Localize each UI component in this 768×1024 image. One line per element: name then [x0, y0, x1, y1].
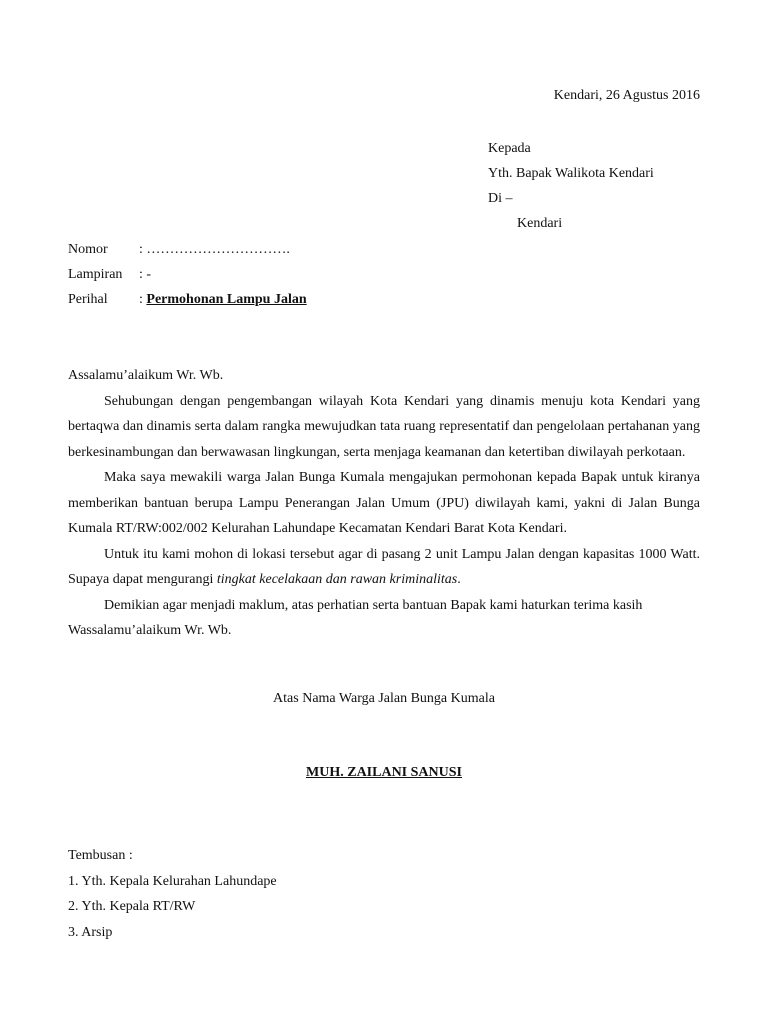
recipient-city: Kendari — [517, 216, 563, 231]
letter-meta — [68, 237, 307, 312]
paragraph-1: Sehubungan dengan pengembangan wilayah Kota Kendari yang dinamis menuju kota Kendari yang bertaqwa dan dinamis serta dalam rangka mewujudkan tata ruang representatif dan pengelolaan pertahanan yang berkesinambungan dan berwawasan lingkungan, serta menjaga keamanan dan ketertiban diwilayah perkotaan. — [68, 393, 700, 460]
signoff-line: Atas Nama Warga Jalan Bunga Kumala — [273, 691, 495, 706]
paragraph-4: Demikian agar menjadi maklum, atas perhatian serta bantuan Bapak kami haturkan terima kasih — [104, 597, 643, 613]
meta-number-row — [68, 237, 307, 262]
letter-date: Kendari, 26 Agustus 2016 — [553, 88, 700, 103]
cc-item: 2. Yth. Kepala RT/RW — [68, 899, 196, 914]
meta-subject-row — [68, 287, 307, 312]
meta-subject-label: Perihal — [68, 292, 108, 307]
signer-name: MUH. ZAILANI SANUSI — [306, 765, 462, 780]
greeting: Assalamu’alaikum Wr. Wb. — [68, 368, 224, 383]
recipient-at: Di – — [488, 191, 513, 206]
paragraph-3-end: . — [457, 572, 461, 587]
meta-subject-prefix: : — [139, 292, 147, 307]
recipient-block — [488, 136, 654, 236]
cc-label: Tembusan : — [68, 848, 133, 863]
carbon-copy-list — [68, 843, 277, 945]
paragraph-3 — [68, 542, 700, 593]
meta-attachment-value: : - — [139, 267, 152, 282]
recipient-to: Kepada — [488, 141, 531, 156]
letter-body — [68, 363, 700, 644]
meta-subject-value: Permohonan Lampu Jalan — [146, 292, 307, 307]
meta-attachment-row — [68, 262, 307, 287]
meta-attachment-label: Lampiran — [68, 267, 123, 282]
cc-item: 3. Arsip — [68, 924, 113, 940]
meta-number-value: : …………………………. — [139, 242, 290, 257]
paragraph-3-text: Untuk itu kami mohon di lokasi tersebut agar di pasang 2 unit Lampu Jalan dengan kapasitas 1000 Watt. Supaya dapat mengurangi — [68, 546, 700, 587]
cc-item: 1. Yth. Kepala Kelurahan Lahundape — [68, 873, 277, 889]
recipient-name: Yth. Bapak Walikota Kendari — [488, 166, 654, 181]
meta-number-label: Nomor — [68, 242, 108, 257]
closing-greeting: Wassalamu’alaikum Wr. Wb. — [68, 623, 232, 638]
paragraph-3-emphasis: tingkat kecelakaan dan rawan kriminalitas — [216, 572, 458, 587]
paragraph-2: Maka saya mewakili warga Jalan Bunga Kumala mengajukan permohonan kepada Bapak untuk kiranya memberikan bantuan berupa Lampu Penerangan Jalan Umum (JPU) diwilayah kami, yakni di Jalan Bunga Kumala RT/RW:002/002 Kelurahan Lahundape Kecamatan Kendari Barat Kota Kendari. — [68, 470, 700, 536]
